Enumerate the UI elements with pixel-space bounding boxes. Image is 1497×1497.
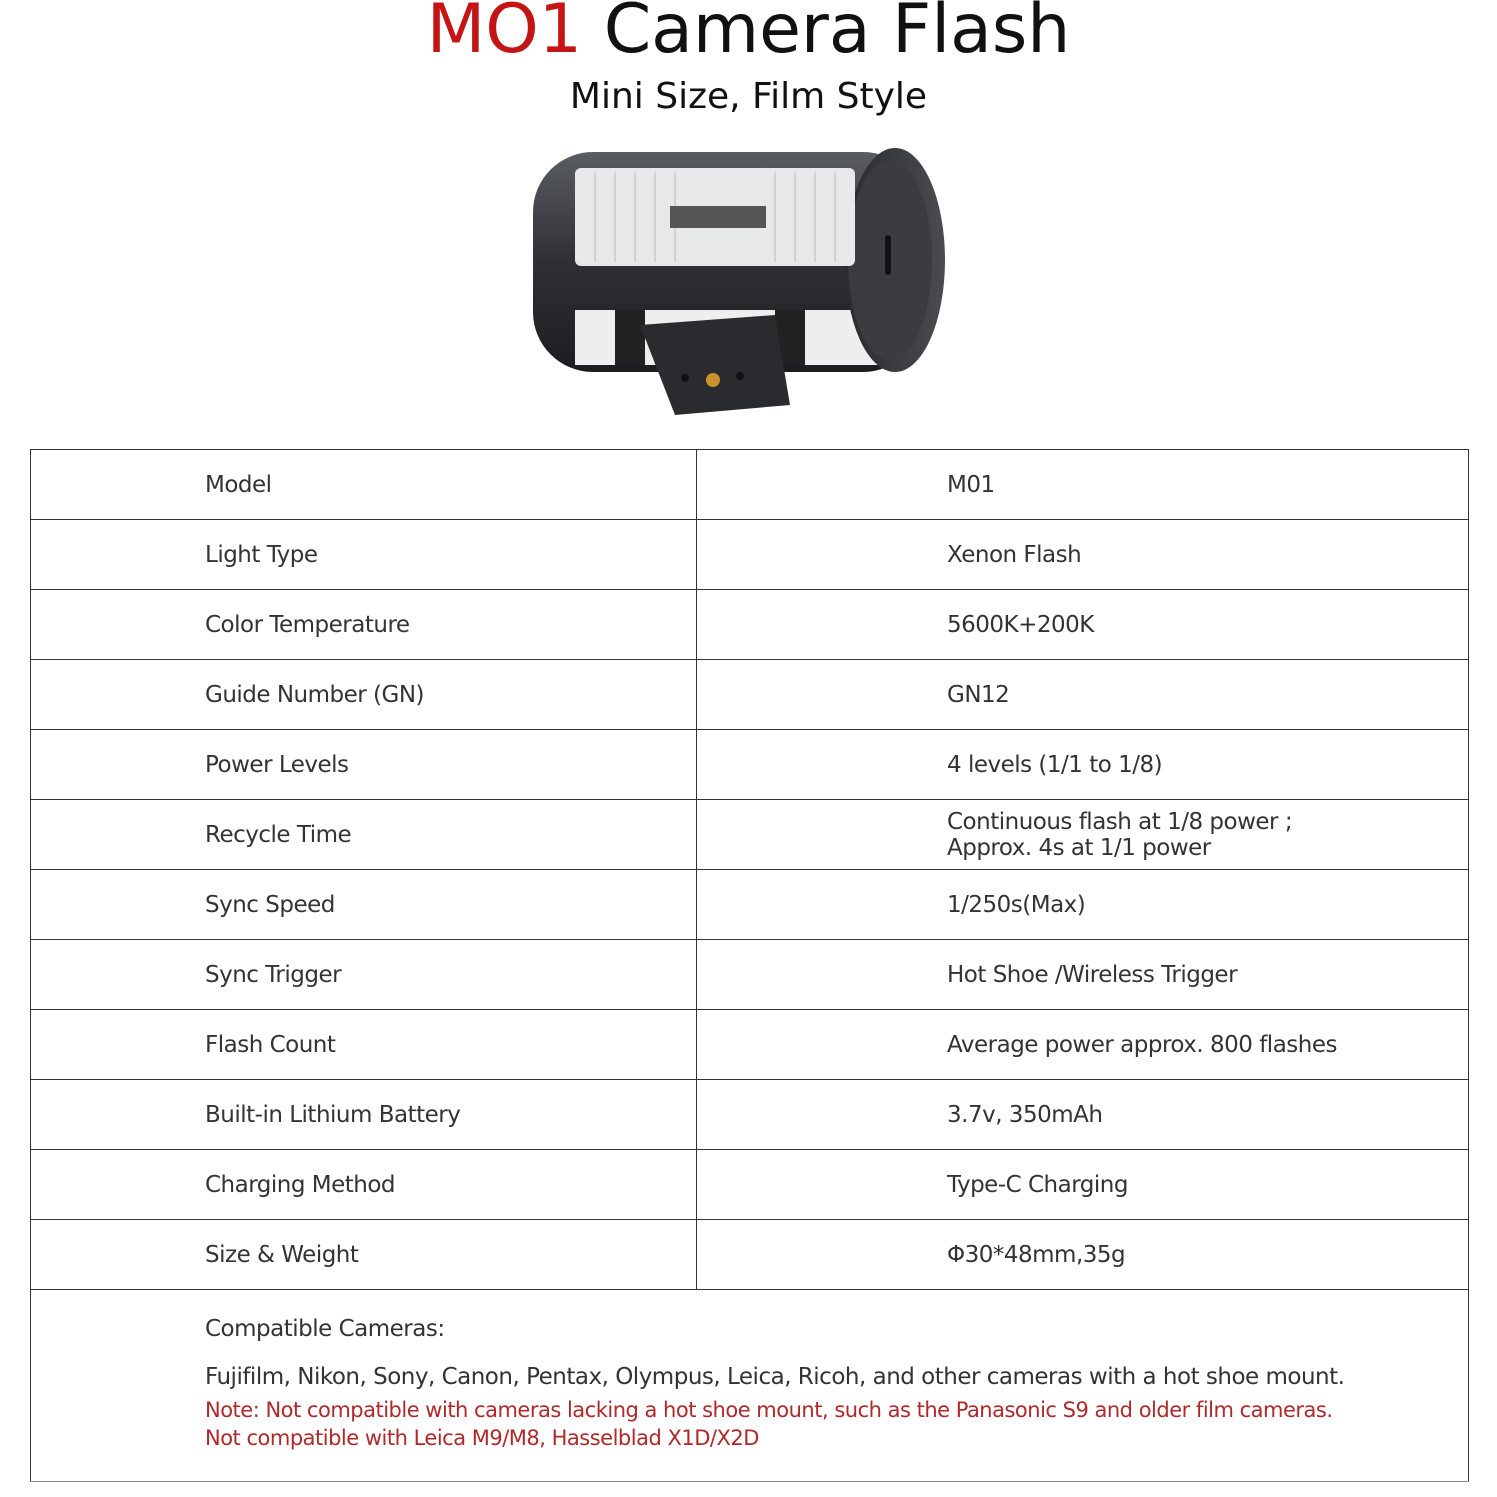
spec-row: [31, 590, 1469, 660]
spec-label: Sync Speed: [31, 870, 697, 940]
spec-table: [30, 449, 1469, 1482]
spec-value: Continuous flash at 1/8 power ;: [947, 808, 1293, 835]
compat-row: [31, 1290, 1469, 1482]
title-model: MO1: [426, 0, 583, 69]
spec-row: [31, 1080, 1469, 1150]
flash-product-image: [525, 140, 955, 425]
spec-row: [31, 940, 1469, 1010]
compat-list: Fujifilm, Nikon, Sony, Canon, Pentax, Olympus, Leica, Ricoh, and other cameras with a hot shoe mount.: [205, 1364, 1345, 1390]
spec-row: [31, 1150, 1469, 1220]
spec-label: Power Levels: [31, 730, 697, 800]
spec-label: Guide Number (GN): [31, 660, 697, 730]
spec-row: [31, 800, 1469, 870]
spec-row: [31, 1220, 1469, 1290]
spec-value: 4 levels (1/1 to 1/8): [947, 751, 1163, 778]
spec-label: Color Temperature: [31, 590, 697, 660]
spec-value: GN12: [947, 681, 1010, 708]
page-subtitle: Mini Size, Film Style: [569, 76, 928, 117]
compat-note: [205, 1396, 1468, 1452]
page-title: [0, 0, 1497, 68]
spec-value: 5600K+200K: [947, 611, 1094, 638]
spec-value-line-2: Approx. 4s at 1/1 power: [947, 834, 1211, 861]
spec-row: [31, 660, 1469, 730]
spec-row: [31, 1010, 1469, 1080]
compat-note-line-2: Not compatible with Leica M9/M8, Hasselblad X1D/X2D: [205, 1426, 759, 1450]
spec-row: [31, 450, 1469, 520]
spec-label: Model: [31, 450, 697, 520]
spec-label: Light Type: [31, 520, 697, 590]
spec-value: 3.7v, 350mAh: [947, 1101, 1103, 1128]
spec-value: Average power approx. 800 flashes: [947, 1031, 1337, 1058]
spec-value: Hot Shoe /Wireless Trigger: [947, 961, 1238, 988]
spec-value: M01: [947, 471, 995, 498]
spec-value: Xenon Flash: [947, 541, 1082, 568]
spec-value: 1/250s(Max): [947, 891, 1086, 918]
spec-label: Sync Trigger: [31, 940, 697, 1010]
compat-heading: Compatible Cameras:: [205, 1316, 445, 1342]
spec-label: Built-in Lithium Battery: [31, 1080, 697, 1150]
spec-row: [31, 730, 1469, 800]
spec-value: Type-C Charging: [947, 1171, 1128, 1198]
spec-label: Charging Method: [31, 1150, 697, 1220]
spec-label: Recycle Time: [31, 800, 697, 870]
title-product: Camera Flash: [603, 0, 1071, 69]
spec-label: Flash Count: [31, 1010, 697, 1080]
spec-row: [31, 870, 1469, 940]
spec-row: [31, 520, 1469, 590]
compat-note-line-1: Note: Not compatible with cameras lacking a hot shoe mount, such as the Panasonic S9 and older film cameras.: [205, 1398, 1333, 1422]
spec-value: Φ30*48mm,35g: [947, 1241, 1126, 1268]
spec-label: Size & Weight: [31, 1220, 697, 1290]
